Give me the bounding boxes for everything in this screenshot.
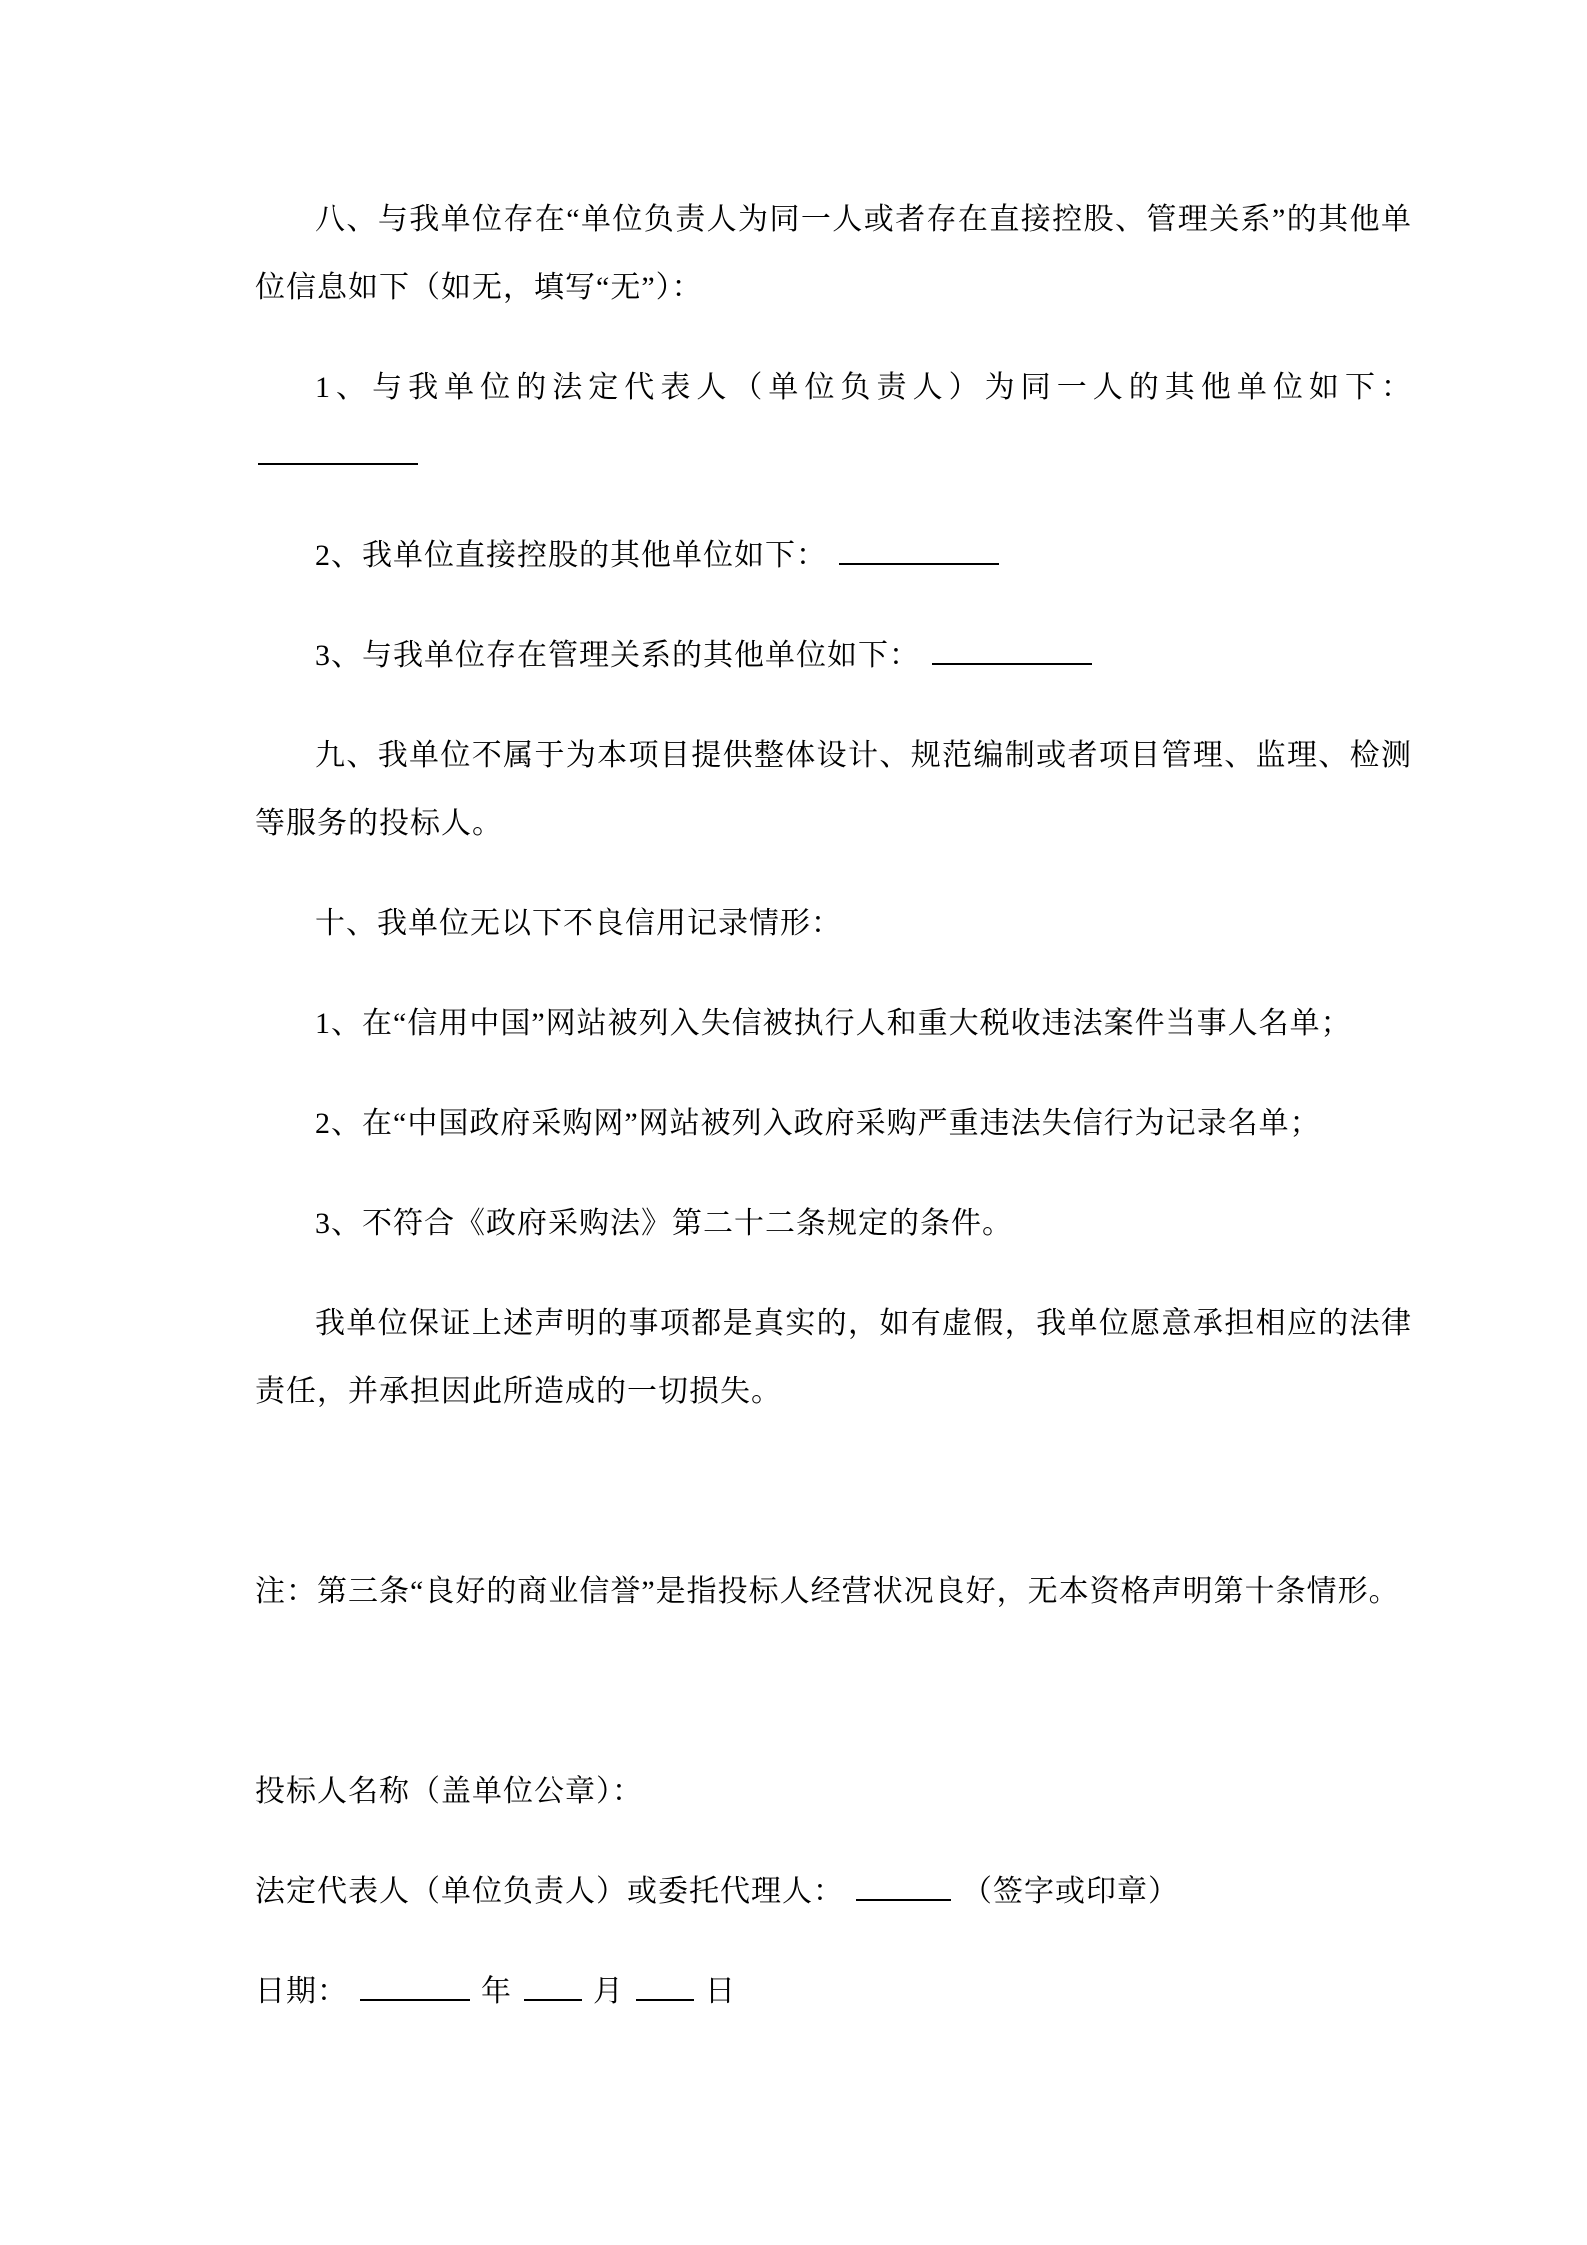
- section-8-heading: [255, 186, 1412, 322]
- section-8-heading-text: 八、与我单位存在“单位负责人为同一人或者存在直接控股、管理关系”的其他单位信息如下（如无，填写“无”）：: [255, 203, 1412, 304]
- year-label: 年: [481, 1975, 512, 2008]
- year-fill-in-blank: [360, 1996, 470, 2001]
- section-10-heading-text: 十、我单位无以下不良信用记录情形：: [315, 907, 842, 940]
- day-fill-in-blank: [636, 1996, 694, 2001]
- section-10-item-1-text: 1、在“信用中国”网站被列入失信被执行人和重大税收违法案件当事人名单；: [315, 1007, 1352, 1040]
- section-8-item-1: [255, 354, 1412, 490]
- section-10-item-3-text: 3、不符合《政府采购法》第二十二条规定的条件。: [315, 1207, 1013, 1240]
- blank-line: [255, 1458, 1412, 1558]
- section-8-item-3: [255, 622, 1412, 690]
- section-8-item-1-text: 1、与我单位的法定代表人（单位负责人）为同一人的其他单位如下：: [315, 371, 1412, 404]
- bidder-name-line: [255, 1758, 1412, 1826]
- section-9-paragraph: [255, 722, 1412, 858]
- legal-representative-label: 法定代表人（单位负责人）或委托代理人：: [255, 1875, 844, 1908]
- note-text: 注：第三条“良好的商业信誉”是指投标人经营状况良好，无本资格声明第十条情形。: [255, 1575, 1400, 1608]
- section-8-item-3-text: 3、与我单位存在管理关系的其他单位如下：: [315, 639, 920, 672]
- legal-representative-line: [255, 1858, 1412, 1926]
- section-10-heading: [255, 890, 1412, 958]
- section-9-text: 九、我单位不属于为本项目提供整体设计、规范编制或者项目管理、监理、检测等服务的投标人。: [255, 739, 1412, 840]
- section-8-item-2-text: 2、我单位直接控股的其他单位如下：: [315, 539, 827, 572]
- fill-in-blank: [932, 660, 1092, 665]
- section-10-item-3: [255, 1190, 1412, 1258]
- bidder-name-label: 投标人名称（盖单位公章）：: [255, 1775, 643, 1808]
- note-paragraph: [255, 1558, 1412, 1626]
- date-label: 日期：: [255, 1975, 348, 2008]
- section-10-item-2-text: 2、在“中国政府采购网”网站被列入政府采购严重违法失信行为记录名单；: [315, 1107, 1321, 1140]
- legal-representative-suffix: （签字或印章）: [962, 1875, 1179, 1908]
- section-10-item-1: [255, 990, 1412, 1058]
- declaration-paragraph: [255, 1290, 1412, 1426]
- day-label: 日: [705, 1975, 736, 2008]
- declaration-text: 我单位保证上述声明的事项都是真实的，如有虚假，我单位愿意承担相应的法律责任，并承担因此所造成的一切损失。: [255, 1307, 1412, 1408]
- month-fill-in-blank: [524, 1996, 582, 2001]
- section-10-item-2: [255, 1090, 1412, 1158]
- date-line: [255, 1958, 1412, 2026]
- fill-in-blank: [258, 460, 418, 465]
- fill-in-blank: [839, 560, 999, 565]
- month-label: 月: [593, 1975, 624, 2008]
- blank-line: [255, 1658, 1412, 1758]
- signature-fill-in-blank: [856, 1896, 951, 1901]
- section-8-item-2: [255, 522, 1412, 590]
